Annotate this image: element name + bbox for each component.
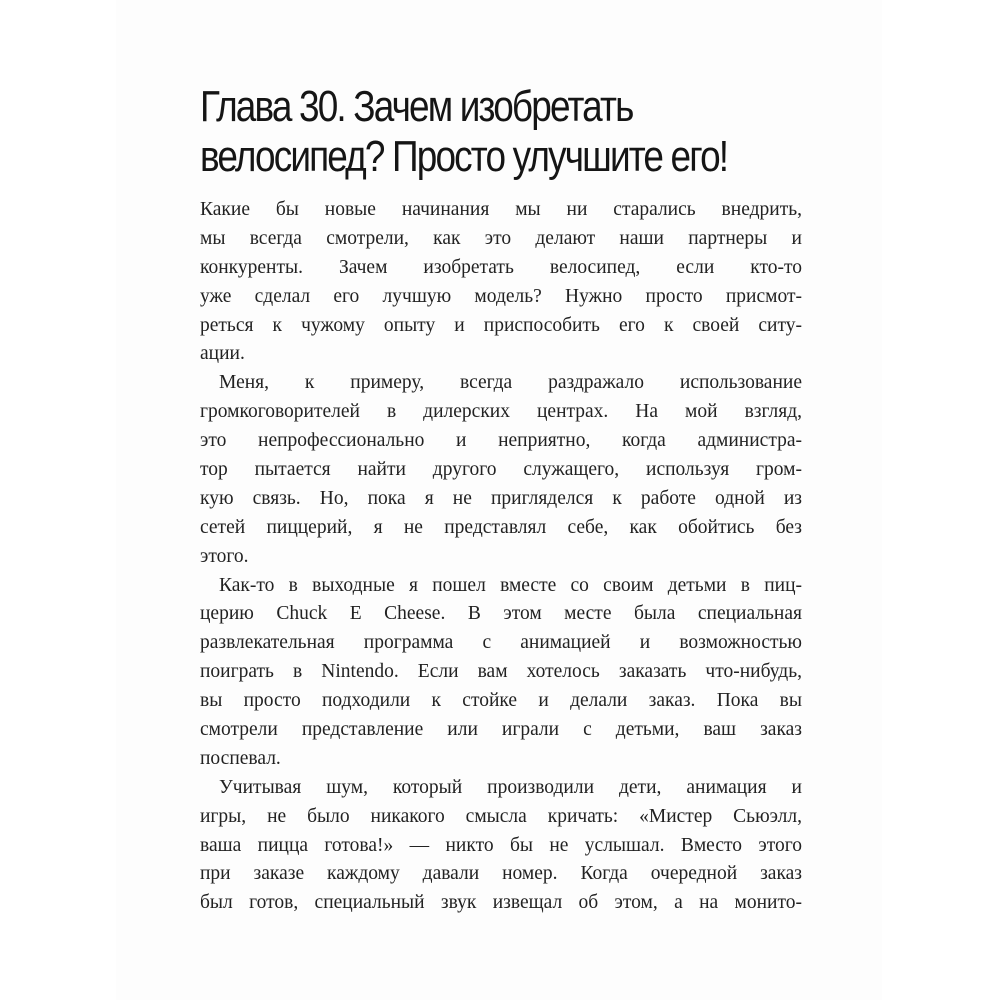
text-line: Учитывая шум, который производили дети, анимация и [219,776,802,798]
chapter-title-line: велосипед? Просто улучшите его! [200,132,728,181]
text-line: церию Chuck E Cheese. В этом месте была специальная [200,603,802,625]
paragraph [200,369,802,571]
chapter-title [200,82,728,182]
text-line: сетей пиццерий, я не представлял себе, как обойтись без [200,516,802,538]
text-line: Меня, к примеру, всегда раздражало использование [219,372,802,394]
text-line: мы всегда смотрели, как это делают наши партнеры и [200,227,802,249]
text-line: смотрели представление или играли с детьми, ваш заказ [200,719,802,741]
text-line: вы просто подходили к стойке и делали заказ. Пока вы [200,690,802,712]
text-line: поспевал. [200,747,281,769]
text-line: развлекательная программа с анимацией и возможностью [200,632,802,654]
text-line: тор пытается найти другого служащего, используя гром- [200,459,802,481]
text-line: ваша пицца готова!» — никто бы не услышал. Вместо этого [200,834,802,856]
chapter-title-line: Глава 30. Зачем изобретать [200,82,633,131]
text-line: конкуренты. Зачем изобретать велосипед, если кто-то [200,256,802,278]
text-line: игры, не было никакого смысла кричать: «Мистер Сьюэлл, [200,805,802,827]
text-line: при заказе каждому давали номер. Когда очередной заказ [200,863,802,885]
text-line: это непрофессионально и неприятно, когда администра- [200,430,802,452]
paragraph [200,774,802,918]
text-line: уже сделал его лучшую модель? Нужно просто присмот- [200,285,802,307]
chapter-body [200,196,802,918]
text-line: Какие бы новые начинания мы ни старались внедрить, [200,199,802,220]
text-line: поиграть в Nintendo. Если вам хотелось заказать что-нибудь, [200,661,802,683]
text-line: этого. [200,545,249,567]
text-line: Как-то в выходные я пошел вместе со своим детьми в пиц- [219,574,802,596]
text-line: кую связь. Но, пока я не пригляделся к работе одной из [200,487,802,509]
page-content [200,82,802,918]
text-line: реться к чужому опыту и приспособить его к своей ситу- [200,314,802,336]
text-line: ации. [200,343,245,365]
text-line: громкоговорителей в дилерских центрах. На мой взгляд, [200,401,802,423]
text-line: был готов, специальный звук извещал об этом, а на монито- [200,892,802,914]
paragraph [200,572,802,774]
paragraph [200,196,802,369]
